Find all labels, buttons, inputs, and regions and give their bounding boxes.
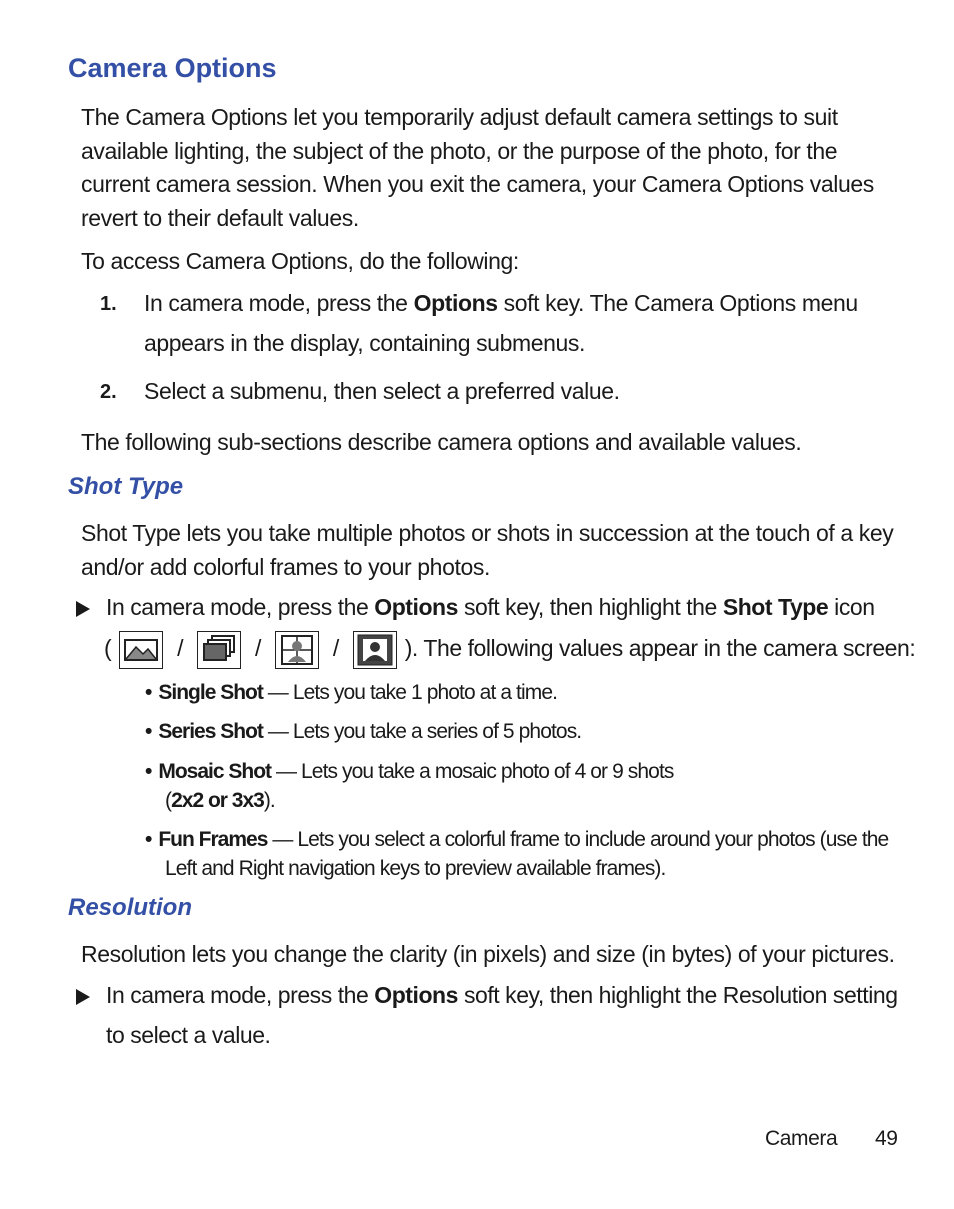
access-intro: To access Camera Options, do the following: bbox=[81, 248, 519, 274]
bullet-series-shot: • Series Shot — Lets you take a series of 5 photos. bbox=[145, 720, 582, 743]
resolution-paragraph: Resolution lets you change the clarity (in pixels) and size (in bytes) of your pictures. bbox=[81, 941, 895, 967]
series-shot-icon bbox=[197, 631, 241, 669]
shot-type-icons-line: ( / / / ). The following values appear in the camera screen: bbox=[104, 626, 915, 670]
intro-paragraph: The Camera Options let you temporarily adjust default camera settings to suit available lighting, the subject of the photo, or the purpose of the photo, for the current camera session. When you exit the camera, your Camera Options values revert to their default values. bbox=[81, 104, 874, 231]
step-2-text: Select a submenu, then select a preferred value. bbox=[144, 378, 620, 404]
subsection-heading-resolution: Resolution bbox=[68, 894, 192, 921]
subsection-heading-shot-type: Shot Type bbox=[68, 473, 184, 500]
footer-page-number: 49 bbox=[875, 1127, 898, 1150]
options-keyword: Options bbox=[413, 290, 498, 316]
step-1-number: 1. bbox=[100, 293, 117, 315]
term-fun-frames: Fun Frames bbox=[158, 828, 268, 851]
term-series-shot: Series Shot bbox=[158, 720, 263, 743]
footer-section-name: Camera bbox=[765, 1127, 838, 1150]
fun-frames-icon bbox=[353, 631, 397, 669]
shot-type-paragraph: Shot Type lets you take multiple photos or shots in succession at the touch of a key and/or add colorful frames to your photos. bbox=[81, 520, 894, 580]
subsections-intro: The following sub-sections describe camera options and available values. bbox=[81, 429, 802, 455]
step-2-number: 2. bbox=[100, 381, 117, 403]
mosaic-shot-icon bbox=[275, 631, 319, 669]
bullet-fun-frames: • Fun Frames — Lets you select a colorful frame to include around your photos (use the Left and Right navigation keys to preview available frames). bbox=[145, 828, 889, 880]
arrow-bullet-icon bbox=[76, 989, 90, 1005]
arrow-bullet-icon bbox=[76, 601, 90, 617]
section-heading-camera-options: Camera Options bbox=[68, 53, 277, 83]
bullet-single-shot: • Single Shot — Lets you take 1 photo at a time. bbox=[145, 681, 558, 704]
term-single-shot: Single Shot bbox=[158, 681, 263, 704]
bullet-mosaic-shot: • Mosaic Shot — Lets you take a mosaic photo of 4 or 9 shots (2x2 or 3x3). bbox=[145, 760, 674, 812]
step-1-text: In camera mode, press the Options soft key. The Camera Options menu appears in the display, containing submenus. bbox=[144, 290, 858, 356]
shot-type-instruction: In camera mode, press the Options soft key, then highlight the Shot Type icon bbox=[106, 594, 875, 620]
single-shot-icon bbox=[119, 631, 163, 669]
resolution-instruction: In camera mode, press the Options soft key, then highlight the Resolution setting to select a value. bbox=[106, 982, 898, 1048]
term-mosaic-shot: Mosaic Shot bbox=[158, 760, 272, 783]
